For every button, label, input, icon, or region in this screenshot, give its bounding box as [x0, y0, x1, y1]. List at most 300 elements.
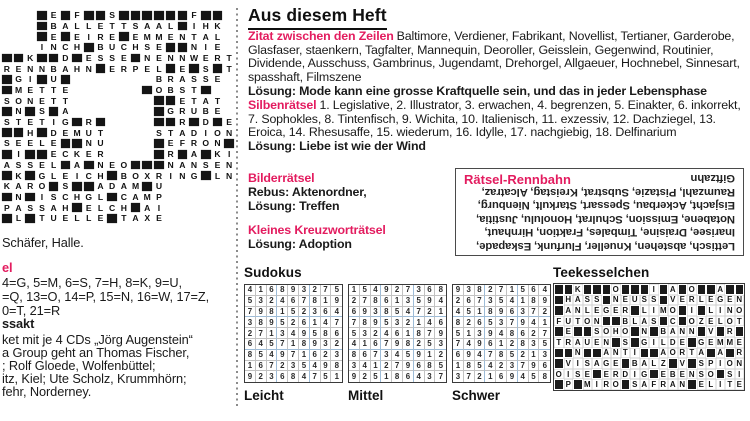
sudoku-cell: 2 — [299, 307, 310, 318]
teekesselchen-black-cell — [611, 337, 621, 348]
sudoku-cell: 3 — [403, 296, 414, 307]
sudoku-cell: 8 — [245, 350, 256, 361]
crossword-letter-cell: T — [51, 85, 57, 96]
crossword-black-cell — [200, 149, 212, 160]
crossword-letter-cell: B — [202, 106, 209, 117]
crossword-letter-cell: G — [38, 170, 46, 181]
sudoku-cell: 2 — [310, 285, 321, 296]
crossword-letter-cell: B — [120, 170, 127, 181]
sudoku-cell: 7 — [360, 296, 371, 307]
teekesselchen-letter-cell: M — [659, 305, 667, 315]
sudoku-cell: 2 — [518, 350, 529, 361]
left-text-line: Schäfer, Halle. — [2, 235, 84, 250]
teekesselchen-letter-cell: E — [564, 326, 574, 337]
crossword-black-cell — [153, 95, 165, 106]
crossword-black-cell — [1, 213, 13, 224]
crossword-letter-cell: R — [179, 117, 186, 128]
crossword-black-cell — [212, 117, 224, 128]
sudoku-cell: 2 — [349, 296, 360, 307]
sudoku-cell: 3 — [371, 307, 382, 318]
sudoku-cell: 6 — [414, 361, 425, 372]
crossword-black-cell — [1, 74, 13, 85]
sudoku-cell: 8 — [277, 285, 288, 296]
teekesselchen-letter-cell: E — [706, 295, 716, 306]
sudoku-cell: 2 — [321, 350, 332, 361]
crossword-black-cell — [118, 10, 130, 21]
crossword-black-cell — [200, 85, 212, 96]
teekesselchen-letter-cell: O — [612, 284, 619, 294]
crossword-letter-cell: E — [144, 63, 151, 74]
crossword-letter-cell: E — [27, 138, 34, 149]
sudoku-cell: 2 — [496, 361, 507, 372]
teekesselchen-letter-cell: E — [611, 358, 621, 369]
teekesselchen-letter-cell: E — [621, 295, 631, 306]
teekesselchen-letter-cell: E — [592, 337, 602, 348]
crossword-letter-cell: I — [75, 170, 79, 181]
crossword-letter-cell: E — [62, 85, 69, 96]
crossword-letter-cell: E — [74, 31, 80, 42]
crossword-black-cell — [130, 202, 142, 213]
crossword-black-cell — [106, 213, 118, 224]
sudoku-cell: 3 — [485, 296, 496, 307]
sudoku-cell: 4 — [518, 371, 529, 382]
sudoku-cell: 9 — [496, 307, 507, 318]
sudoku-cell: 4 — [425, 317, 436, 328]
crossword-letter-cell: R — [179, 106, 186, 117]
teekesselchen-letter-cell: N — [688, 327, 695, 337]
crossword-black-cell — [71, 202, 83, 213]
sudoku-cell: 1 — [453, 361, 464, 372]
crossword-letter-cell: L — [15, 213, 22, 224]
crossword-black-cell — [1, 149, 13, 160]
crossword-letter-cell: O — [132, 170, 139, 181]
sudoku-cell: 4 — [496, 328, 507, 339]
sudoku-grid-schwer — [452, 284, 551, 383]
sudoku-cell: 9 — [518, 317, 529, 328]
crossword-letter-cell: W — [189, 53, 199, 64]
sudoku-cell: 9 — [331, 296, 342, 307]
section-bilder-solution: Lösung: Treffen — [248, 199, 340, 213]
sudoku-cell: 1 — [381, 371, 392, 382]
crossword-black-cell — [177, 149, 189, 160]
teekesselchen-letter-cell: A — [717, 348, 724, 358]
crossword-letter-cell: L — [51, 159, 57, 170]
teekesselchen-letter-cell: S — [621, 337, 631, 348]
sudoku-cell: 7 — [321, 285, 332, 296]
teekesselchen-letter-cell: N — [688, 369, 695, 379]
teekesselchen-letter-cell: S — [583, 295, 593, 306]
teekesselchen-black-cell — [649, 369, 659, 380]
crossword-black-cell — [212, 10, 224, 21]
crossword-black-cell — [1, 192, 13, 203]
sudoku-cell: 6 — [485, 339, 496, 350]
crossword-letter-cell: R — [167, 74, 174, 85]
sudoku-cell: 4 — [392, 350, 403, 361]
crossword-black-cell — [141, 10, 153, 21]
sudoku-cell: 2 — [288, 317, 299, 328]
crossword-letter-cell: S — [27, 159, 34, 170]
crossword-letter-cell: A — [190, 149, 198, 160]
teekesselchen-letter-cell: L — [640, 305, 650, 316]
sudoku-cell: 1 — [349, 285, 360, 296]
crossword-black-cell — [95, 117, 107, 128]
crossword-letter-cell: N — [214, 138, 221, 149]
crossword-letter-cell: I — [87, 31, 90, 42]
crossword-letter-cell: T — [191, 95, 197, 106]
left-text-line: a Group geht an Thomas Fischer, — [2, 345, 190, 360]
crossword-letter-cell: D — [50, 127, 57, 138]
crossword-letter-cell: A — [179, 74, 186, 85]
sudoku-cell: 6 — [288, 296, 299, 307]
teekesselchen-letter-cell: O — [555, 369, 562, 379]
crossword-black-cell — [153, 106, 165, 117]
teekesselchen-letter-cell: D — [669, 337, 676, 347]
teekesselchen-black-cell — [564, 284, 574, 295]
crossword-letter-cell: E — [179, 63, 186, 74]
sudoku-cell: 5 — [321, 371, 332, 382]
teekesselchen-black-cell — [659, 284, 669, 295]
crossword-black-cell — [188, 63, 200, 74]
teekesselchen-letter-cell: O — [622, 327, 629, 337]
sudoku-cell: 9 — [453, 285, 464, 296]
sudoku-cell: 8 — [414, 328, 425, 339]
sudoku-cell: 2 — [331, 339, 342, 350]
section-silbenraetsel — [248, 99, 748, 154]
crossword-letter-cell: N — [179, 170, 186, 181]
teekesselchen-letter-cell: T — [621, 348, 631, 359]
crossword-letter-cell: N — [38, 63, 46, 74]
sudoku-cell: 5 — [371, 371, 382, 382]
teekesselchen-letter-cell: E — [678, 337, 688, 348]
crossword-letter-cell: S — [39, 202, 45, 213]
left-text-line: fehr, Norderney. — [2, 384, 92, 399]
crossword-letter-cell: X — [144, 170, 151, 181]
crossword-letter-cell: I — [227, 149, 231, 160]
crossword-solution-grid — [1, 10, 236, 224]
teekesselchen-letter-cell: Z — [697, 316, 707, 327]
sudoku-cell: 8 — [529, 296, 540, 307]
sudoku-cell: 8 — [381, 307, 392, 318]
crossword-letter-cell: H — [73, 63, 81, 74]
sudoku-cell: 7 — [349, 317, 360, 328]
crossword-letter-cell: N — [144, 53, 151, 64]
section-kleines-kreuzwortraetsel — [248, 223, 448, 251]
crossword-letter-cell: E — [50, 10, 57, 21]
teekesselchen-letter-cell: N — [612, 295, 619, 305]
sudoku-cell: 5 — [288, 307, 299, 318]
sudoku-cell: 7 — [414, 307, 425, 318]
crossword-black-cell — [48, 106, 60, 117]
sudoku-cell: 8 — [453, 317, 464, 328]
teekesselchen-letter-cell: B — [631, 358, 638, 368]
teekesselchen-black-cell — [583, 326, 593, 337]
teekesselchen-letter-cell: N — [679, 327, 686, 337]
teekesselchen-letter-cell: L — [706, 379, 716, 390]
teekesselchen-letter-cell: N — [736, 295, 743, 305]
crossword-letter-cell: A — [202, 31, 209, 42]
crossword-letter-cell: T — [121, 21, 127, 31]
crossword-letter-cell: E — [120, 53, 127, 64]
sudoku-cell: 4 — [299, 371, 310, 382]
teekesselchen-black-cell — [697, 305, 707, 316]
crossword-letter-cell: N — [190, 159, 198, 170]
crossword-letter-cell: N — [15, 106, 22, 117]
teekesselchen-letter-cell: O — [612, 380, 619, 390]
crossword-letter-cell: H — [62, 202, 69, 213]
sudoku-cell: 3 — [529, 339, 540, 350]
crossword-letter-cell: S — [3, 117, 10, 128]
crossword-black-cell — [71, 117, 83, 128]
crossword-letter-cell: O — [38, 181, 46, 192]
teekesselchen-letter-cell: R — [612, 369, 619, 379]
crossword-letter-cell: A — [50, 202, 57, 213]
sudoku-cell: 6 — [371, 339, 382, 350]
teekesselchen-black-cell — [725, 284, 735, 295]
sudoku-cell: 2 — [464, 317, 475, 328]
sudoku-cell: 8 — [267, 307, 278, 318]
teekesselchen-letter-cell: S — [583, 358, 593, 369]
teekesselchen-letter-cell: S — [697, 369, 707, 380]
crossword-letter-cell: S — [132, 21, 139, 31]
crossword-letter-cell: T — [39, 213, 45, 224]
sudoku-cell: 6 — [518, 328, 529, 339]
sudoku-cell: 8 — [496, 350, 507, 361]
crossword-letter-cell: C — [62, 42, 69, 53]
crossword-letter-cell: U — [50, 213, 57, 224]
crossword-letter-cell: E — [85, 202, 92, 213]
crossword-letter-cell: R — [120, 63, 127, 74]
teekesselchen-letter-cell: O — [669, 305, 676, 315]
sudoku-cell: 8 — [256, 317, 267, 328]
teekesselchen-letter-cell: L — [583, 305, 593, 316]
crossword-letter-cell: N — [226, 159, 233, 170]
teekesselchen-black-cell — [611, 316, 621, 327]
teekesselchen-black-cell — [697, 284, 707, 295]
crossword-letter-cell: R — [167, 149, 174, 160]
teekesselchen-black-cell — [630, 305, 640, 316]
sudoku-cell: 9 — [299, 328, 310, 339]
crossword-letter-cell: R — [3, 63, 10, 74]
sudoku-cell: 2 — [267, 296, 278, 307]
crossword-black-cell — [177, 10, 189, 21]
sudoku-cell: 4 — [507, 296, 518, 307]
teekesselchen-letter-cell: H — [612, 327, 619, 337]
teekesselchen-black-cell — [687, 379, 697, 390]
crossword-letter-cell: C — [62, 191, 69, 202]
teekesselchen-letter-cell: E — [611, 305, 621, 316]
sudoku-cell: 7 — [529, 307, 540, 318]
sudoku-cell: 7 — [403, 285, 414, 296]
sudoku-cell: 2 — [256, 371, 267, 382]
teekesselchen-letter-cell: O — [688, 284, 695, 294]
teekesselchen-letter-cell: A — [669, 380, 676, 390]
teekesselchen-black-cell — [554, 326, 564, 337]
crossword-letter-cell: C — [85, 170, 92, 181]
teekesselchen-letter-cell: O — [669, 348, 676, 358]
crossword-letter-cell: S — [179, 85, 186, 96]
crossword-letter-cell: G — [85, 191, 93, 202]
teekesselchen-black-cell — [678, 316, 688, 327]
sudoku-cell: 8 — [392, 371, 403, 382]
sudoku-cell: 3 — [392, 317, 403, 328]
sudoku-cell: 1 — [475, 307, 486, 318]
sudoku-cell: 2 — [425, 307, 436, 318]
crossword-letter-cell: E — [97, 213, 104, 224]
crossword-letter-cell: E — [50, 149, 57, 160]
sudoku-cell: 7 — [371, 350, 382, 361]
section-kreuz-label: Kleines Kreuzworträtsel — [248, 223, 386, 237]
sudoku-cell: 4 — [464, 339, 475, 350]
teekesselchen-black-cell — [725, 348, 735, 359]
crossword-letter-cell: R — [97, 149, 104, 160]
crossword-letter-cell: S — [202, 159, 209, 170]
page-title: Aus diesem Heft — [248, 5, 387, 30]
sudoku-cell: 1 — [299, 350, 310, 361]
crossword-black-cell — [200, 10, 212, 21]
teekesselchen-letter-cell: L — [716, 316, 726, 327]
crossword-letter-cell: A — [120, 181, 127, 192]
sudoku-cell: 6 — [299, 317, 310, 328]
crossword-letter-cell: S — [97, 53, 104, 64]
crossword-letter-cell: S — [202, 63, 209, 74]
crossword-letter-cell: U — [155, 181, 163, 192]
sudoku-cell: 8 — [360, 317, 371, 328]
sudoku-cell: 5 — [485, 317, 496, 328]
teekesselchen-letter-cell: S — [697, 358, 707, 369]
teekesselchen-letter-cell: B — [660, 327, 667, 337]
crossword-letter-cell: M — [155, 31, 163, 42]
crossword-black-cell — [130, 53, 142, 64]
crossword-letter-cell: U — [85, 127, 92, 138]
crossword-black-cell — [24, 149, 36, 160]
crossword-black-cell — [165, 42, 177, 53]
teekesselchen-black-cell — [630, 284, 640, 295]
crossword-letter-cell: S — [156, 127, 162, 138]
sudoku-cell: 3 — [277, 328, 288, 339]
crossword-letter-cell: G — [62, 117, 69, 128]
crossword-black-cell — [24, 192, 36, 203]
sudoku-cell: 7 — [310, 371, 321, 382]
crossword-black-cell — [165, 63, 177, 74]
crossword-letter-cell: E — [109, 31, 115, 42]
teekesselchen-black-cell — [678, 284, 688, 295]
teekesselchen-letter-cell: F — [649, 379, 659, 390]
crossword-letter-cell: N — [85, 138, 92, 149]
teekesselchen-letter-cell: A — [574, 337, 581, 347]
sudoku-cell: 5 — [435, 361, 446, 372]
sudoku-cell: 5 — [539, 339, 550, 350]
teekesselchen-letter-cell: A — [669, 327, 676, 337]
crossword-black-cell — [60, 31, 72, 42]
rotated-answer-line: Lettisch, abstehen, Knueller, Flurfunk, Eskapade, — [476, 240, 735, 252]
crossword-letter-cell: B — [155, 74, 163, 85]
teekesselchen-letter-cell: P — [706, 358, 716, 369]
sudoku-cell: 5 — [349, 328, 360, 339]
sudoku-cell: 6 — [321, 307, 332, 318]
crossword-letter-cell: M — [73, 127, 81, 138]
sudoku-cell: 1 — [371, 361, 382, 372]
crossword-letter-cell: H — [97, 170, 104, 181]
sudoku-cell: 1 — [321, 296, 332, 307]
crossword-letter-cell: E — [109, 63, 115, 74]
crossword-letter-cell: R — [97, 31, 104, 42]
crossword-letter-cell: E — [62, 170, 69, 181]
crossword-black-cell — [71, 138, 83, 149]
crossword-letter-cell: R — [85, 117, 92, 128]
teekesselchen-letter-cell: E — [583, 369, 593, 380]
crossword-letter-cell: E — [214, 159, 221, 170]
crossword-letter-cell: K — [15, 170, 22, 181]
teekesselchen-black-cell — [735, 284, 745, 295]
crossword-letter-cell: E — [156, 42, 162, 53]
teekesselchen-letter-cell: R — [679, 348, 686, 358]
crossword-letter-cell: A — [144, 202, 151, 213]
crossword-letter-cell: I — [40, 191, 44, 202]
crossword-letter-cell: N — [226, 127, 233, 138]
sudoku-cell: 4 — [310, 361, 321, 372]
teekesselchen-black-cell — [668, 358, 678, 369]
teekesselchen-letter-cell: D — [622, 369, 629, 379]
crossword-letter-cell: X — [144, 213, 151, 224]
crossword-letter-cell: T — [15, 117, 22, 128]
crossword-black-cell — [60, 138, 72, 149]
teekesselchen-letter-cell: I — [716, 358, 726, 369]
teekesselchen-letter-cell: A — [717, 284, 724, 294]
sudoku-cell: 3 — [435, 339, 446, 350]
teekesselchen-black-cell — [649, 348, 659, 359]
crossword-black-cell — [13, 53, 25, 64]
sudoku-cell: 4 — [321, 317, 332, 328]
teekesselchen-letter-cell: A — [565, 305, 572, 315]
crossword-black-cell — [83, 42, 95, 53]
teekesselchen-letter-cell: I — [716, 379, 726, 390]
sudoku-cell: 2 — [381, 361, 392, 372]
sudoku-cell: 6 — [529, 285, 540, 296]
sudoku-cell: 7 — [256, 328, 267, 339]
left-text-line: ket mit je 4 CDs „Jörg Augenstein“ — [2, 332, 193, 347]
teekesselchen-letter-cell: S — [649, 295, 659, 306]
crossword-black-cell — [177, 21, 189, 32]
sudoku-cell: 8 — [425, 361, 436, 372]
crossword-letter-cell: U — [109, 42, 116, 53]
teekesselchen-letter-cell: I — [592, 379, 602, 390]
crossword-letter-cell: O — [155, 85, 163, 96]
sudoku-cell: 6 — [425, 285, 436, 296]
teekesselchen-letter-cell: R — [736, 348, 743, 358]
sudoku-cell: 7 — [381, 339, 392, 350]
crossword-letter-cell: S — [50, 191, 57, 202]
crossword-letter-cell: K — [27, 53, 34, 64]
crossword-letter-cell: N — [27, 63, 34, 74]
sudoku-cell: 3 — [288, 361, 299, 372]
crossword-black-cell — [95, 63, 107, 74]
crossword-black-cell — [24, 213, 36, 224]
crossword-black-cell — [118, 31, 130, 42]
crossword-letter-cell: A — [15, 181, 22, 192]
crossword-letter-cell: L — [168, 21, 174, 31]
crossword-black-cell — [141, 85, 153, 96]
teekesselchen-letter-cell: P — [564, 379, 574, 390]
left-text-line: 4=G, 5=M, 6=S, 7=H, 8=K, 9=U, — [2, 275, 182, 290]
sudoku-cell: 6 — [392, 328, 403, 339]
teekesselchen-letter-cell: I — [564, 369, 574, 380]
sudoku-cell: 7 — [453, 339, 464, 350]
left-text-line: ; Rolf Gloede, Wolfenbüttel; — [2, 358, 156, 373]
sudoku-cell: 1 — [539, 317, 550, 328]
sudoku-cell: 8 — [349, 350, 360, 361]
teekesselchen-black-cell — [735, 326, 745, 337]
crossword-black-cell — [153, 10, 165, 21]
